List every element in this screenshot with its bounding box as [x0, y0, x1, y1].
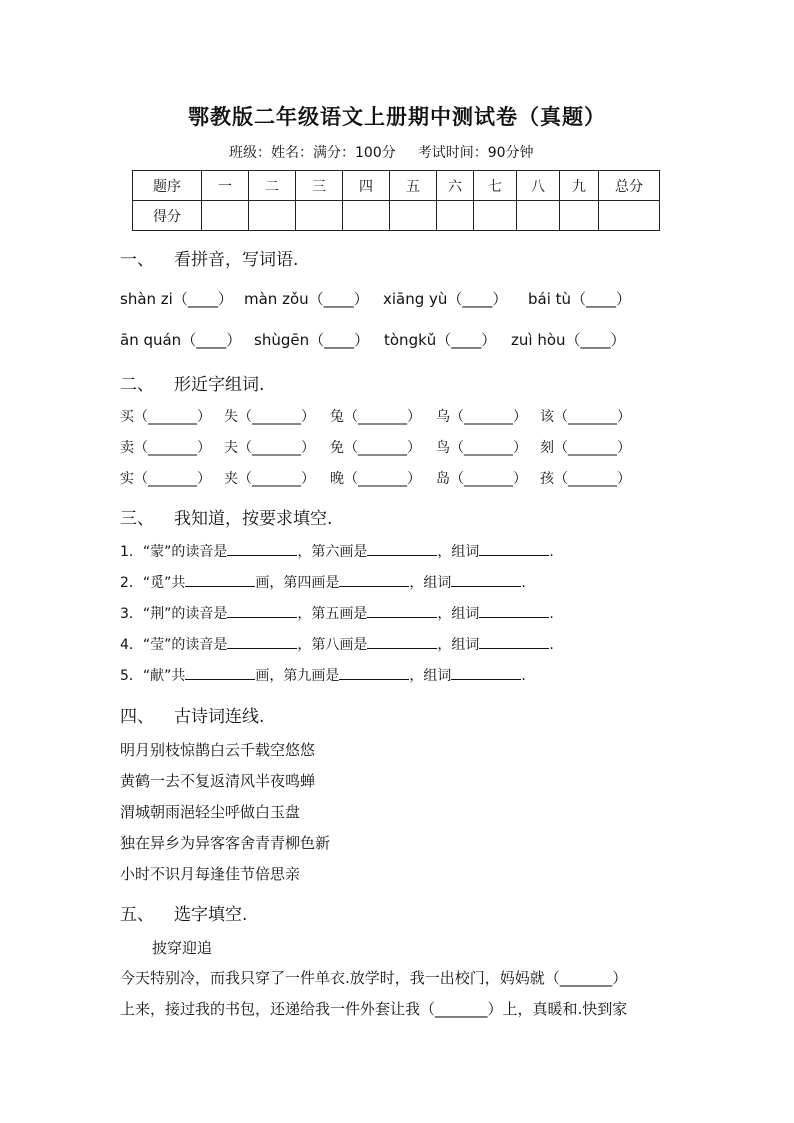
score-cell[interactable]	[560, 201, 599, 231]
header-cell: 九	[560, 171, 599, 201]
score-table-header-row	[133, 171, 660, 201]
page-title: 鄂教版二年级语文上册期中测试卷（真题）	[188, 104, 606, 129]
fill-question-1	[120, 541, 554, 561]
pinyin-row-2	[120, 329, 626, 350]
fill-question-4	[120, 634, 554, 654]
section-title: 选字填空.	[174, 905, 248, 925]
poem-line: 黄鹤一去不复返清风半夜鸣蝉	[120, 772, 316, 790]
score-cell[interactable]	[343, 201, 390, 231]
question-text: 3．“荆”的读音是	[120, 606, 228, 622]
section-5-heading	[120, 900, 247, 925]
answer-blank[interactable]	[227, 541, 297, 556]
pinyin-item: tòngkǔ（____）	[384, 331, 497, 349]
question-text: 2．“觅”共	[120, 575, 186, 591]
similar-row-2	[120, 437, 631, 457]
section-title: 我知道，按要求填空.	[174, 509, 333, 529]
section-number: 二、	[120, 375, 154, 395]
pinyin-item: zuì hòu（____）	[511, 331, 626, 349]
question-text: ，组词	[409, 668, 452, 684]
answer-blank[interactable]	[227, 634, 297, 649]
question-text: .	[549, 606, 554, 622]
question-text: ，组词	[437, 637, 480, 653]
pinyin-row-1	[120, 288, 631, 309]
answer-blank[interactable]	[479, 603, 549, 618]
header-cell: 六	[437, 171, 474, 201]
similar-item: 买（_______）	[120, 409, 211, 425]
score-cell[interactable]	[474, 201, 517, 231]
header-cell: 三	[296, 171, 343, 201]
passage-line: 今天特别冷，而我只穿了一件单衣.放学时，我一出校门，妈妈就（_______）	[120, 969, 628, 987]
row-label-cell: 得分	[133, 201, 202, 231]
header-cell: 题序	[133, 171, 202, 201]
answer-blank[interactable]	[479, 634, 549, 649]
answer-blank[interactable]	[339, 572, 409, 587]
similar-row-1	[120, 406, 631, 426]
answer-blank[interactable]	[451, 665, 521, 680]
question-text: .	[549, 637, 554, 653]
section-3-heading	[120, 504, 332, 529]
score-cell[interactable]	[517, 201, 560, 231]
exam-info	[229, 142, 534, 162]
section-title: 看拼音，写词语.	[174, 250, 299, 270]
section-2-heading	[120, 370, 264, 395]
question-text: ，第五画是	[297, 606, 368, 622]
similar-item: 免（_______）	[330, 440, 421, 456]
pinyin-item: xiāng yù（____）	[383, 290, 508, 308]
header-cell: 八	[517, 171, 560, 201]
pinyin-item: shùgēn（____）	[254, 331, 370, 349]
similar-item: 岛（_______）	[436, 471, 527, 487]
header-cell: 一	[202, 171, 249, 201]
question-text: 画，第九画是	[255, 668, 340, 684]
score-table	[132, 170, 660, 231]
similar-item: 该（_______）	[540, 409, 631, 425]
question-text: ，组词	[437, 606, 480, 622]
question-text: 1．“蒙”的读音是	[120, 544, 228, 560]
similar-item: 晚（_______）	[330, 471, 421, 487]
similar-row-3	[120, 468, 631, 488]
section-number: 三、	[120, 509, 154, 529]
pinyin-item: màn zǒu（____）	[244, 290, 369, 308]
section-4-heading	[120, 702, 264, 727]
section-title: 古诗词连线.	[174, 707, 265, 727]
answer-blank[interactable]	[185, 572, 255, 587]
similar-item: 夫（_______）	[224, 440, 315, 456]
exam-time-info: 考试时间：90分钟	[417, 145, 534, 161]
section-number: 五、	[120, 905, 154, 925]
header-cell: 七	[474, 171, 517, 201]
question-text: ，第六画是	[297, 544, 368, 560]
poem-line: 渭城朝雨浥轻尘呼做白玉盘	[120, 803, 301, 821]
score-cell[interactable]	[437, 201, 474, 231]
similar-item: 刻（_______）	[540, 440, 631, 456]
fill-question-3	[120, 603, 554, 623]
similar-item: 失（_______）	[224, 409, 315, 425]
pinyin-item: ān quán（____）	[120, 331, 242, 349]
header-cell: 五	[390, 171, 437, 201]
score-cell[interactable]	[249, 201, 296, 231]
question-text: ，组词	[437, 544, 480, 560]
header-cell: 四	[343, 171, 390, 201]
header-cell: 总分	[599, 171, 660, 201]
answer-blank[interactable]	[367, 541, 437, 556]
similar-item: 乌（_______）	[436, 409, 527, 425]
pinyin-item: shàn zi（____）	[120, 290, 233, 308]
similar-item: 兔（_______）	[330, 409, 421, 425]
answer-blank[interactable]	[451, 572, 521, 587]
question-text: .	[549, 544, 554, 560]
answer-blank[interactable]	[185, 665, 255, 680]
similar-item: 鸟（_______）	[436, 440, 527, 456]
score-cell[interactable]	[296, 201, 343, 231]
question-text: ，组词	[409, 575, 452, 591]
poem-line: 明月别枝惊鹊白云千载空悠悠	[120, 741, 316, 759]
section-title: 形近字组词.	[174, 375, 265, 395]
header-cell: 二	[249, 171, 296, 201]
answer-blank[interactable]	[227, 603, 297, 618]
score-cell[interactable]	[599, 201, 660, 231]
section-number: 四、	[120, 707, 154, 727]
similar-item: 实（_______）	[120, 471, 211, 487]
fill-question-2	[120, 572, 526, 592]
question-text: 4．“莹”的读音是	[120, 637, 228, 653]
answer-blank[interactable]	[367, 634, 437, 649]
score-cell[interactable]	[390, 201, 437, 231]
similar-item: 夹（_______）	[224, 471, 315, 487]
class-name-info: 班级：姓名：满分：100分	[229, 145, 396, 161]
poem-line: 小时不识月每逢佳节倍思亲	[120, 865, 301, 883]
question-text: 5．“献”共	[120, 668, 186, 684]
section-number: 一、	[120, 250, 154, 270]
similar-item: 孩（_______）	[540, 471, 631, 487]
choice-characters: 披穿迎追	[152, 939, 213, 957]
question-text: 画，第四画是	[255, 575, 340, 591]
score-table-score-row	[133, 201, 660, 231]
passage-line: 上来，接过我的书包，还递给我一件外套让我（_______）上，真暖和.快到家	[120, 1000, 628, 1018]
question-text: .	[521, 575, 526, 591]
fill-question-5	[120, 665, 526, 685]
score-cell[interactable]	[202, 201, 249, 231]
poem-line: 独在异乡为异客客舍青青柳色新	[120, 834, 331, 852]
pinyin-item: bái tù（____）	[528, 290, 632, 308]
answer-blank[interactable]	[339, 665, 409, 680]
similar-item: 卖（_______）	[120, 440, 211, 456]
question-text: .	[521, 668, 526, 684]
answer-blank[interactable]	[479, 541, 549, 556]
answer-blank[interactable]	[367, 603, 437, 618]
question-text: ，第八画是	[297, 637, 368, 653]
section-1-heading	[120, 245, 298, 270]
